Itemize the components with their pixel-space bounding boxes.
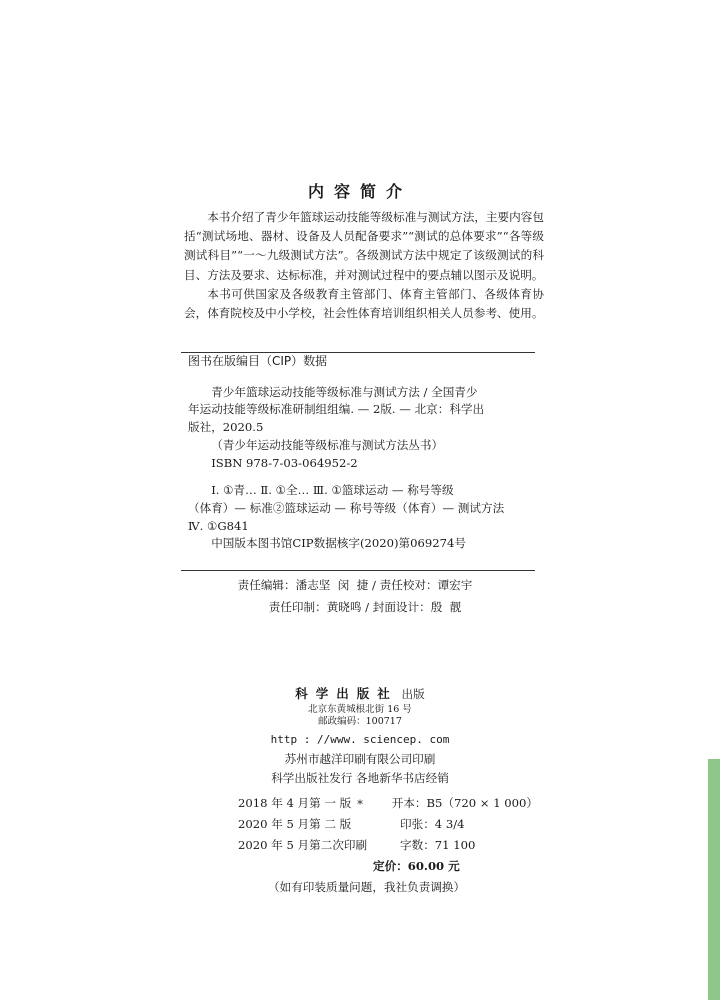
separator-star: * xyxy=(357,797,363,811)
cip-desc-line: 版社，2020.5 xyxy=(188,420,264,435)
cip-desc-line: 年运动技能等级标准研制组组编. — 2版. — 北京：科学出 xyxy=(188,402,485,417)
cip-number: 中国版本图书馆CIP数据核字(2020)第069274号 xyxy=(211,536,466,551)
quality-note: （如有印装质量问题，我社负责调换） xyxy=(268,880,466,894)
price: 定价：60.00 元 xyxy=(373,859,460,873)
edition-block xyxy=(238,793,538,898)
summary-body xyxy=(184,208,544,323)
side-color-tab xyxy=(708,759,720,1000)
publisher-address: 北京东黄城根北街 16 号 xyxy=(308,704,412,715)
publisher-suffix: 出版 xyxy=(397,687,425,701)
cip-heading: 图书在版编目（CIP）数据 xyxy=(188,354,328,368)
credits-block xyxy=(0,574,720,618)
printer: 苏州市越洋印刷有限公司印刷 xyxy=(284,752,436,766)
cip-desc-line: （青少年运动技能等级标准与测试方法丛书） xyxy=(211,437,444,452)
edition-row xyxy=(238,793,538,814)
cip-block xyxy=(188,353,528,553)
edition-spec: 印张：4 3/4 xyxy=(400,817,465,831)
publisher-url: http : //www. sciencep. com xyxy=(270,733,450,746)
summary-title: 内容简介 xyxy=(307,182,412,201)
cip-class-line: Ⅳ. ①G841 xyxy=(188,518,249,533)
edition-spec: 开本：B5（720 × 1 000） xyxy=(391,796,538,810)
distribution: 科学出版社发行 各地新华书店经销 xyxy=(271,771,449,785)
cip-isbn: ISBN 978-7-03-064952-2 xyxy=(211,455,358,470)
edition-date: 2020 年 5 月第二次印刷 xyxy=(238,838,368,852)
publisher-logo-text: 科学出版社 xyxy=(295,686,398,701)
credits-line-2: 责任印制：黄晓鸣 / 封面设计：殷 靓 xyxy=(268,600,462,614)
summary-paragraph-1: 本书介绍了青少年篮球运动技能等级标准与测试方法，主要内容包括“测试场地、器材、设备及人员配备要求”“测试的总体要求”“各等级测试科目”“一～九级测试方法”。各级测试方法中规定了该级测试的科目、方法及要求、达标标准，并对测试过程中的要点辅以图示及说明。 xyxy=(184,210,544,282)
edition-spec: 字数：71 100 xyxy=(400,838,476,852)
credits-line-1: 责任编辑：潘志坚 闵 捷 / 责任校对：谭宏宇 xyxy=(237,578,473,592)
summary-paragraph-2: 本书可供国家及各级教育主管部门、体育主管部门、各级体育协会，体育院校及中小学校，社会性体育培训组织相关人员参考、使用。 xyxy=(184,286,544,321)
edition-date: 2020 年 5 月第 二 版 xyxy=(238,817,352,831)
cip-class-line: Ⅰ. ①青… Ⅱ. ①全… Ⅲ. ①篮球运动 — 称号等级 xyxy=(211,483,454,498)
edition-row xyxy=(238,814,538,835)
cip-desc-line: 青少年篮球运动技能等级标准与测试方法 / 全国青少 xyxy=(211,384,478,399)
cip-class-line: （体育）— 标准②篮球运动 — 称号等级（体育）— 测试方法 xyxy=(188,500,505,515)
edition-row xyxy=(238,835,538,856)
edition-date: 2018 年 4 月第 一 版 xyxy=(238,796,352,810)
cip-bottom-rule xyxy=(181,570,535,571)
publisher-postcode: 邮政编码：100717 xyxy=(318,716,402,727)
